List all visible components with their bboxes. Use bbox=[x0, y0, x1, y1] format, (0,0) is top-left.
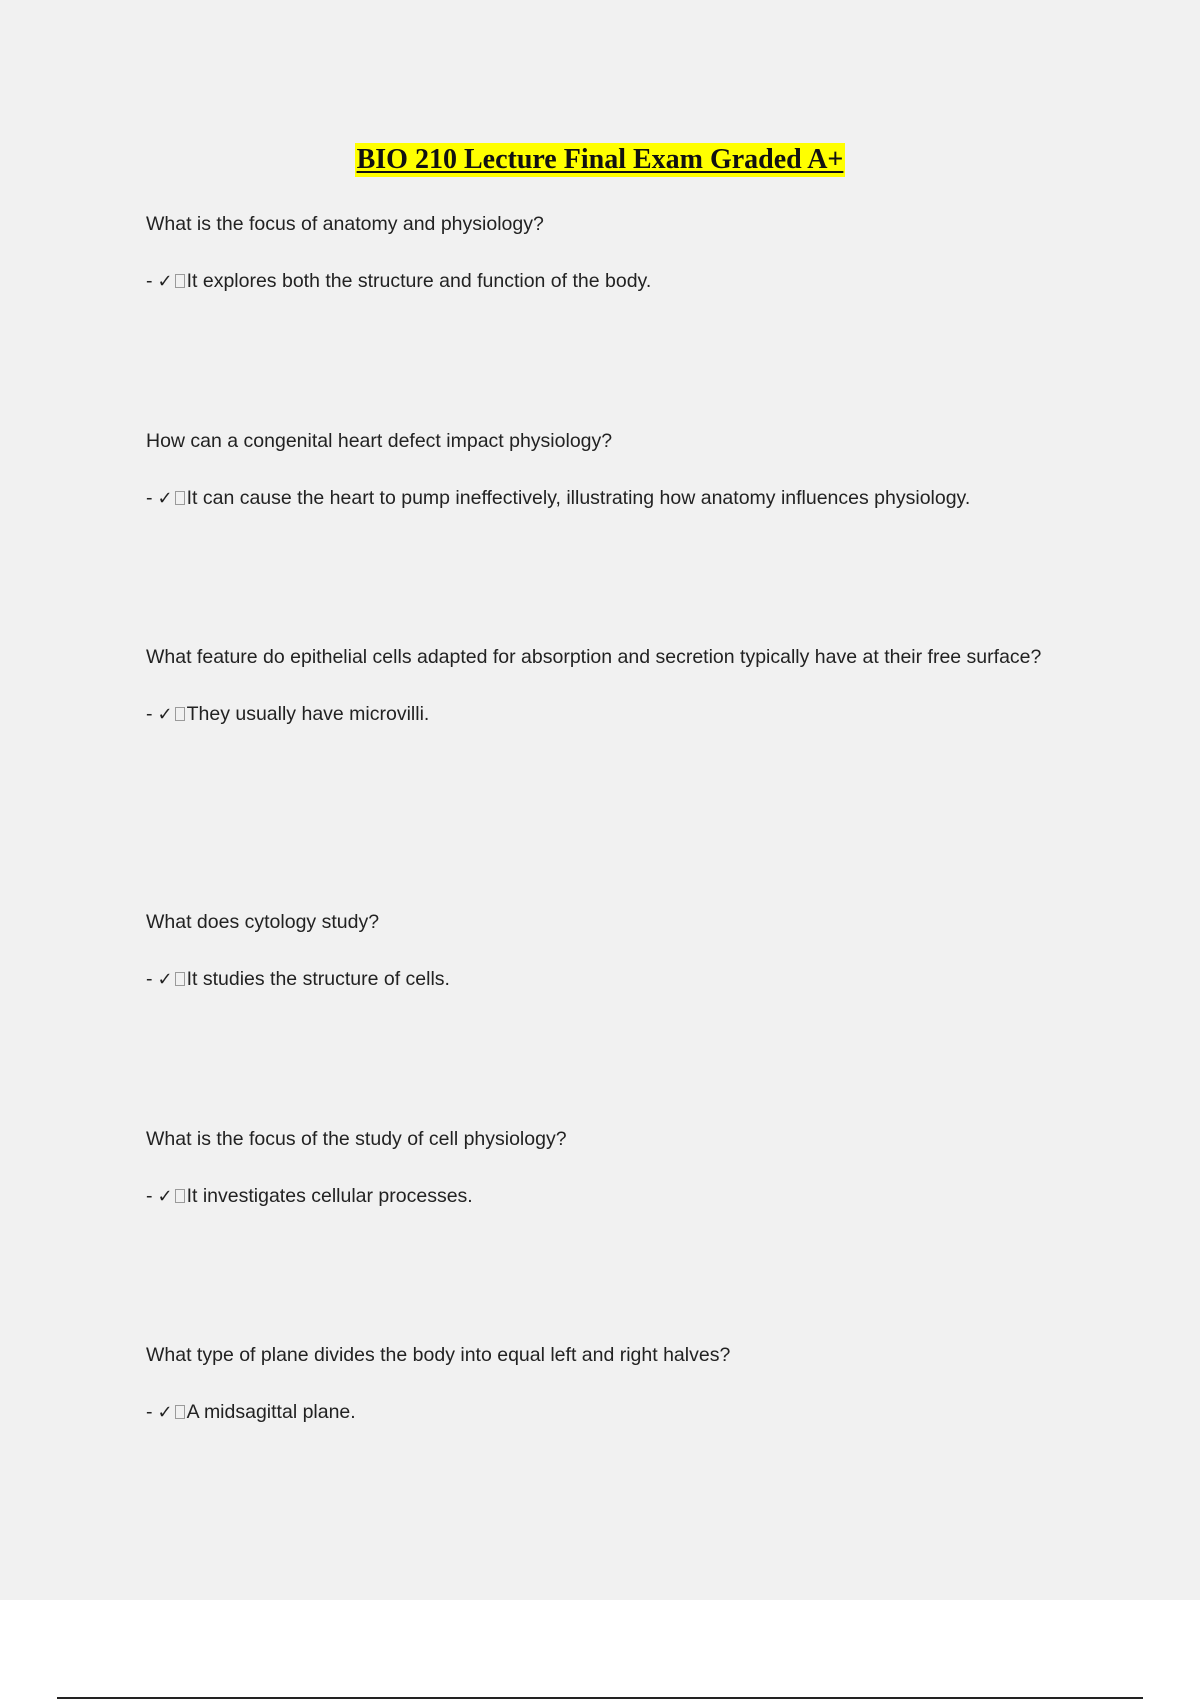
qa-item bbox=[146, 1112, 1046, 1209]
answer-prefix: - bbox=[146, 968, 153, 990]
answer-prefix: - bbox=[146, 1185, 153, 1207]
question-text: How can a congenital heart defect impact physiology? bbox=[146, 430, 613, 452]
check-icon: ✓ bbox=[157, 704, 173, 725]
answer-line bbox=[146, 486, 1046, 511]
answer-prefix: - bbox=[146, 1401, 153, 1423]
qa-item bbox=[146, 197, 1046, 294]
answer-text: A midsagittal plane. bbox=[186, 1401, 356, 1423]
answer-line bbox=[146, 967, 1046, 992]
page-title: BIO 210 Lecture Final Exam Graded A+ bbox=[356, 144, 844, 175]
question-text: What does cytology study? bbox=[146, 911, 380, 933]
answer-text: It can cause the heart to pump ineffectively, illustrating how anatomy influences physiology. bbox=[186, 487, 971, 509]
check-icon: ✓ bbox=[157, 969, 173, 990]
question-text: What is the focus of anatomy and physiology? bbox=[146, 213, 544, 235]
question-text: What feature do epithelial cells adapted for absorption and secretion typically have at their free surface? bbox=[146, 646, 1042, 668]
placeholder-box-icon bbox=[175, 491, 185, 505]
answer-prefix: - bbox=[146, 487, 153, 509]
placeholder-box-icon bbox=[175, 274, 185, 288]
qa-item bbox=[146, 630, 1046, 727]
question-text: What type of plane divides the body into equal left and right halves? bbox=[146, 1344, 731, 1366]
answer-text: It investigates cellular processes. bbox=[186, 1185, 473, 1207]
check-icon: ✓ bbox=[157, 488, 173, 509]
placeholder-box-icon bbox=[175, 972, 185, 986]
check-icon: ✓ bbox=[157, 1186, 173, 1207]
qa-item bbox=[146, 414, 1046, 511]
answer-text: It explores both the structure and function of the body. bbox=[186, 270, 652, 292]
answer-line bbox=[146, 702, 1046, 727]
answer-text: They usually have microvilli. bbox=[186, 703, 430, 725]
qa-item bbox=[146, 1328, 1046, 1425]
placeholder-box-icon bbox=[175, 707, 185, 721]
answer-line bbox=[146, 269, 1046, 294]
question-text: What is the focus of the study of cell physiology? bbox=[146, 1128, 567, 1150]
placeholder-box-icon bbox=[175, 1405, 185, 1419]
check-icon: ✓ bbox=[157, 1402, 173, 1423]
page-divider bbox=[57, 1697, 1143, 1699]
answer-prefix: - bbox=[146, 270, 153, 292]
answer-line bbox=[146, 1184, 1046, 1209]
qa-item bbox=[146, 895, 1046, 992]
answer-prefix: - bbox=[146, 703, 153, 725]
answer-text: It studies the structure of cells. bbox=[186, 968, 450, 990]
check-icon: ✓ bbox=[157, 271, 173, 292]
placeholder-box-icon bbox=[175, 1189, 185, 1203]
title-wrap bbox=[0, 143, 1200, 177]
answer-line bbox=[146, 1400, 1046, 1425]
